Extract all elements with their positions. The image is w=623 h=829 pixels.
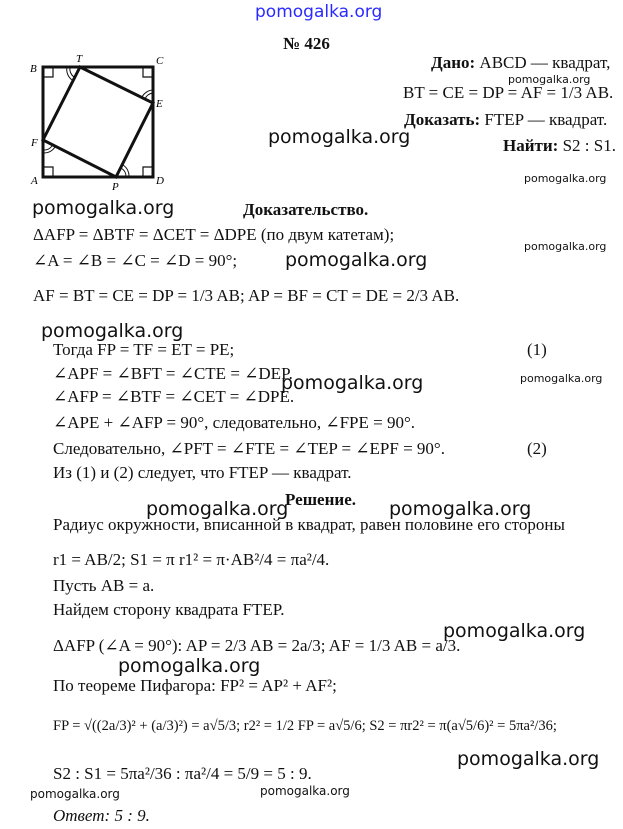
solution-line: Радиус окружности, вписанной в квадрат, равен половине его стороны: [53, 515, 565, 534]
label-c: C: [156, 55, 164, 67]
solution-title: Решение.: [285, 490, 356, 509]
solution-line: По теореме Пифагора: FP² = AP² + AF²;: [53, 676, 337, 695]
proof-line: ∠APE + ∠AFP = 90°, следовательно, ∠FPE = 90°.: [53, 413, 416, 432]
watermark-small[interactable]: pomogalka.org: [260, 784, 350, 798]
proof-line: ΔAFP = ΔBTF = ΔCET = ΔDPE (по двум катетам);: [33, 225, 395, 244]
proof-line: Тогда FP = TF = ET = PE;: [53, 340, 235, 359]
given-text: ABCD — квадрат,: [479, 53, 611, 72]
prove-text: FTEP — квадрат.: [484, 110, 608, 129]
watermark-small[interactable]: pomogalka.org: [520, 372, 603, 385]
label-a: A: [31, 175, 38, 187]
find-label: Найти: [503, 136, 553, 155]
equation-number: (1): [527, 340, 547, 359]
proof-line: ∠A = ∠B = ∠C = ∠D = 90°;: [33, 251, 238, 270]
proof-line: ∠AFP = ∠BTF = ∠CET = ∠DPE.: [53, 387, 295, 406]
label-p: P: [112, 181, 119, 190]
solution-line: r1 = AB/2; S1 = π r1² = π·AB²/4 = πa²/4.: [53, 550, 330, 569]
label-t: T: [76, 53, 83, 65]
solution-line: Найдем сторону квадрата FTEP.: [53, 600, 285, 619]
watermark[interactable]: pomogalka.org: [285, 249, 428, 271]
proof-line: AF = BT = CE = DP = 1/3 AB; AP = BF = CT = DE = 2/3 AB.: [33, 286, 460, 305]
prove-line: Доказать: FTEP — квадрат.: [404, 110, 608, 129]
watermark-small[interactable]: pomogalka.org: [508, 73, 591, 86]
watermark-small[interactable]: pomogalka.org: [30, 787, 120, 801]
watermark[interactable]: pomogalka.org: [281, 372, 424, 394]
prove-label: Доказать: [404, 110, 475, 129]
watermark[interactable]: pomogalka.org: [268, 126, 411, 148]
watermark[interactable]: pomogalka.org: [32, 197, 175, 219]
solution-line: FP = √((2a/3)² + (a/3)²) = a√5/3; r2² = 1/2 FP = a√5/6; S2 = πr2² = π(a√5/6)² = 5πa²/36;: [53, 718, 557, 734]
watermark[interactable]: pomogalka.org: [443, 620, 586, 642]
answer-value: 5 : 9.: [114, 806, 150, 825]
watermark[interactable]: pomogalka.org: [41, 320, 184, 342]
watermark-small[interactable]: pomogalka.org: [524, 240, 607, 253]
watermark[interactable]: pomogalka.org: [457, 748, 600, 770]
proof-line: Из (1) и (2) следует, что FTEP — квадрат.: [53, 463, 352, 482]
proof-title: Доказательство.: [243, 200, 369, 219]
problem-number: № 426: [283, 34, 330, 53]
watermark[interactable]: pomogalka.org: [118, 655, 261, 677]
watermark-small[interactable]: pomogalka.org: [524, 172, 607, 185]
given-line-1: Дано: ABCD — квадрат,: [431, 53, 611, 72]
given-label: Дано: [431, 53, 470, 72]
watermark[interactable]: pomogalka.org: [146, 498, 289, 520]
square-abcd: [43, 67, 153, 177]
label-f: F: [31, 137, 38, 149]
label-d: D: [156, 175, 164, 187]
label-e: E: [156, 98, 163, 110]
given-line-2: BT = CE = DP = AF = 1/3 AB.: [403, 83, 614, 102]
solution-line: ΔAFP (∠A = 90°): AP = 2/3 AB = 2a/3; AF = 1/3 AB = a/3.: [53, 636, 461, 655]
equation-number: (2): [527, 439, 547, 458]
solution-line: S2 : S1 = 5πa²/36 : πa²/4 = 5/9 = 5 : 9.: [53, 764, 312, 783]
solution-line: Пусть AB = a.: [53, 576, 155, 595]
square-figure: [28, 50, 168, 190]
answer-label: Ответ: [53, 806, 105, 825]
find-line: Найти: S2 : S1.: [503, 136, 616, 155]
proof-line: Следовательно, ∠PFT = ∠FTE = ∠TEP = ∠EPF = 90°.: [53, 439, 445, 458]
proof-line: ∠APF = ∠BFT = ∠CTE = ∠DEP.: [53, 364, 293, 383]
find-text: S2 : S1.: [562, 136, 616, 155]
square-ftep: [43, 67, 153, 177]
watermark-top[interactable]: pomogalka.org: [255, 2, 383, 22]
answer-line: Ответ: 5 : 9.: [53, 806, 150, 825]
label-b: B: [30, 63, 37, 75]
watermark[interactable]: pomogalka.org: [389, 498, 532, 520]
